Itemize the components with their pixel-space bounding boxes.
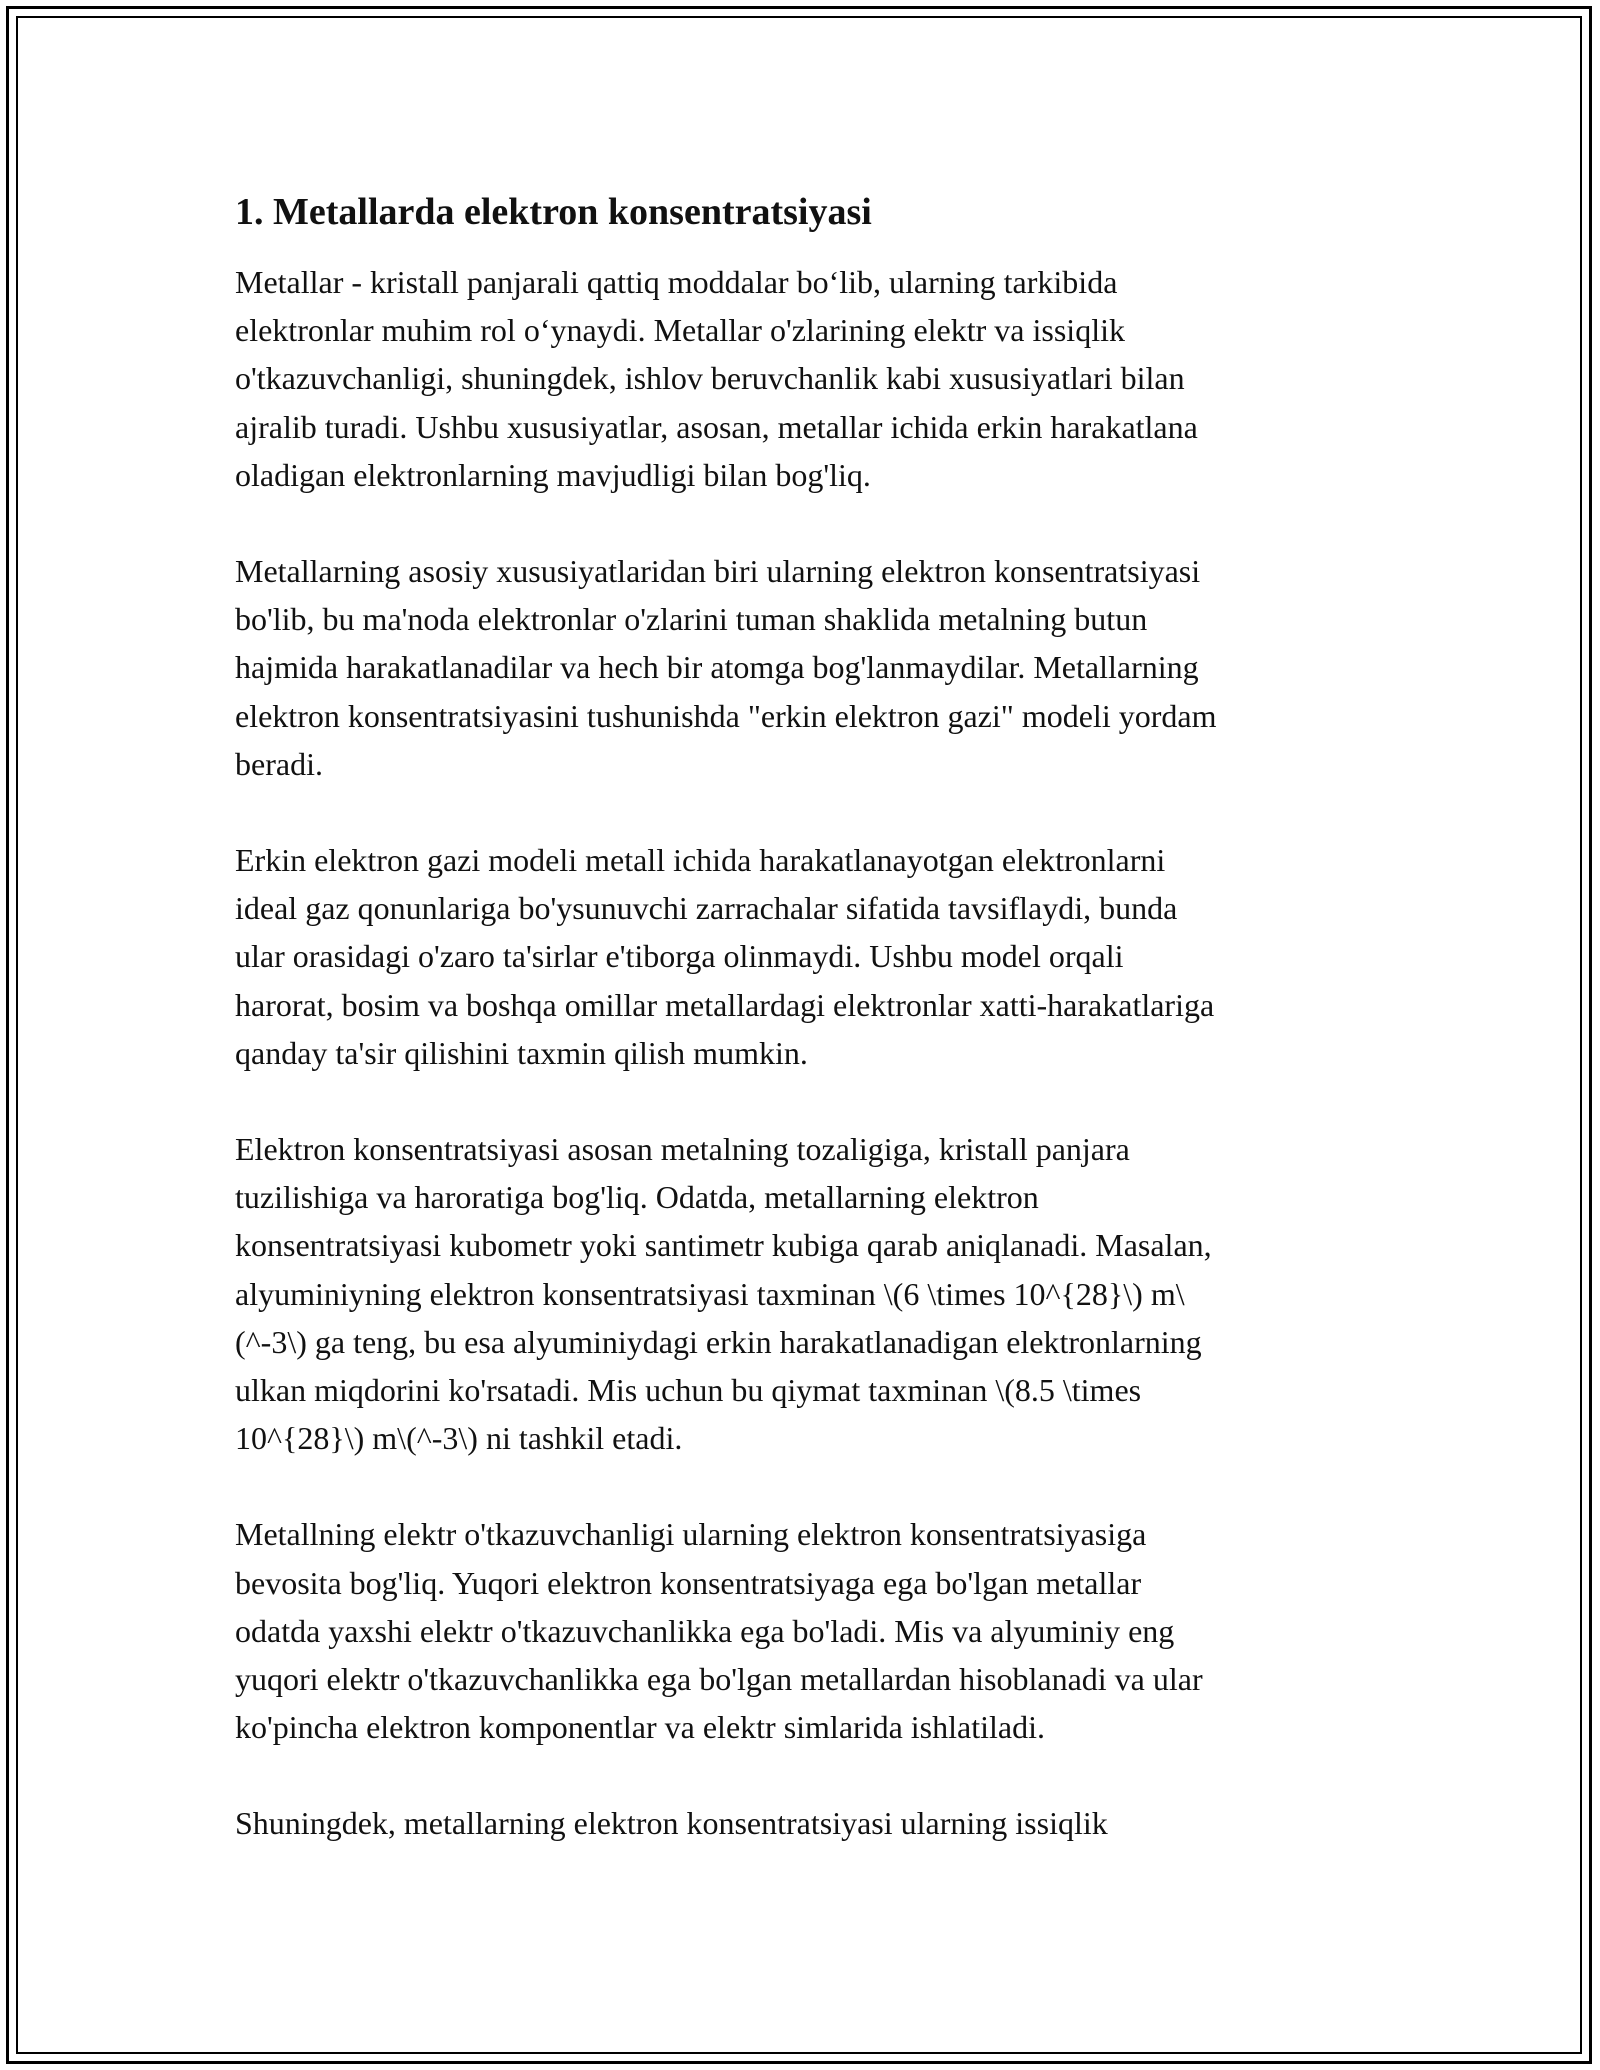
paragraph-line: ajralib turadi. Ushbu xususiyatlar, asosan, metallar ichida erkin harakatlana — [235, 408, 1198, 445]
paragraph-line: elektronlar muhim rol o‘ynaydi. Metallar o'zlarining elektr va issiqlik — [235, 312, 1125, 349]
paragraph-line: ko'pincha elektron komponentlar va elektr simlarida ishlatiladi. — [235, 1709, 1045, 1746]
section-heading: 1. Metallarda elektron konsentratsiyasi — [235, 191, 872, 233]
paragraph-line: odatda yaxshi elektr o'tkazuvchanlikka ega bo'ladi. Mis va alyuminiy eng — [235, 1612, 1175, 1649]
document-body — [235, 188, 1385, 1848]
paragraph-line: harorat, bosim va boshqa omillar metallardagi elektronlar xatti-harakatlariga — [235, 986, 1215, 1023]
paragraph-line: Shuningdek, metallarning elektron konsentratsiyasi ularning issiqlik — [235, 1805, 1108, 1842]
paragraph-line: yuqori elektr o'tkazuvchanlikka ega bo'lgan metallardan hisoblanadi va ular — [235, 1661, 1203, 1698]
paragraph — [235, 258, 1385, 499]
paragraph-line: oladigan elektronlarning mavjudligi bilan bog'liq. — [235, 456, 871, 493]
paragraph-line: tuzilishiga va haroratiga bog'liq. Odatda, metallarning elektron — [235, 1179, 1039, 1216]
paragraph-line: (^-3\) ga teng, bu esa alyuminiydagi erkin harakatlanadigan elektronlarning — [235, 1323, 1202, 1360]
paragraph-line: Metallning elektr o'tkazuvchanligi ularning elektron konsentratsiyasiga — [235, 1516, 1147, 1553]
paragraph-line: Erkin elektron gazi modeli metall ichida harakatlanayotgan elektronlarni — [235, 842, 1166, 879]
paragraph — [235, 836, 1385, 1077]
paragraph-line: ular orasidagi o'zaro ta'sirlar e'tiborga olinmaydi. Ushbu model orqali — [235, 938, 1124, 975]
paragraph-line: bo'lib, bu ma'noda elektronlar o'zlarini tuman shaklida metalning butun — [235, 601, 1148, 638]
paragraph-line: alyuminiyning elektron konsentratsiyasi taxminan \(6 \times 10^{28}\) m\ — [235, 1275, 1185, 1312]
paragraph — [235, 1799, 1385, 1847]
paragraph-line: bevosita bog'liq. Yuqori elektron konsentratsiyaga ega bo'lgan metallar — [235, 1564, 1142, 1601]
paragraph-list — [235, 258, 1385, 1848]
paragraph-line: Elektron konsentratsiyasi asosan metalning tozaligiga, kristall panjara — [235, 1131, 1130, 1168]
paragraph-line: konsentratsiyasi kubometr yoki santimetr kubiga qarab aniqlanadi. Masalan, — [235, 1227, 1212, 1264]
paragraph-line: ulkan miqdorini ko'rsatadi. Mis uchun bu qiymat taxminan \(8.5 \times — [235, 1372, 1142, 1409]
paragraph-line: beradi. — [235, 745, 323, 782]
paragraph-line: elektron konsentratsiyasini tushunishda "erkin elektron gazi" modeli yordam — [235, 697, 1217, 734]
paragraph-line: Metallar - kristall panjarali qattiq moddalar bo‘lib, ularning tarkibida — [235, 264, 1118, 300]
paragraph — [235, 547, 1385, 788]
paragraph-line: o'tkazuvchanligi, shuningdek, ishlov beruvchanlik kabi xususiyatlari bilan — [235, 360, 1185, 397]
paragraph-line: qanday ta'sir qilishini taxmin qilish mumkin. — [235, 1034, 808, 1071]
paragraph — [235, 1510, 1385, 1751]
paragraph-line: 10^{28}\) m\(^-3\) ni tashkil etadi. — [235, 1420, 683, 1457]
paragraph-line: ideal gaz qonunlariga bo'ysunuvchi zarrachalar sifatida tavsiflaydi, bunda — [235, 890, 1178, 927]
paragraph — [235, 1125, 1385, 1462]
paragraph-line: hajmida harakatlanadilar va hech bir atomga bog'lanmaydilar. Metallarning — [235, 649, 1199, 686]
paragraph-line: Metallarning asosiy xususiyatlaridan biri ularning elektron konsentratsiyasi — [235, 553, 1201, 590]
